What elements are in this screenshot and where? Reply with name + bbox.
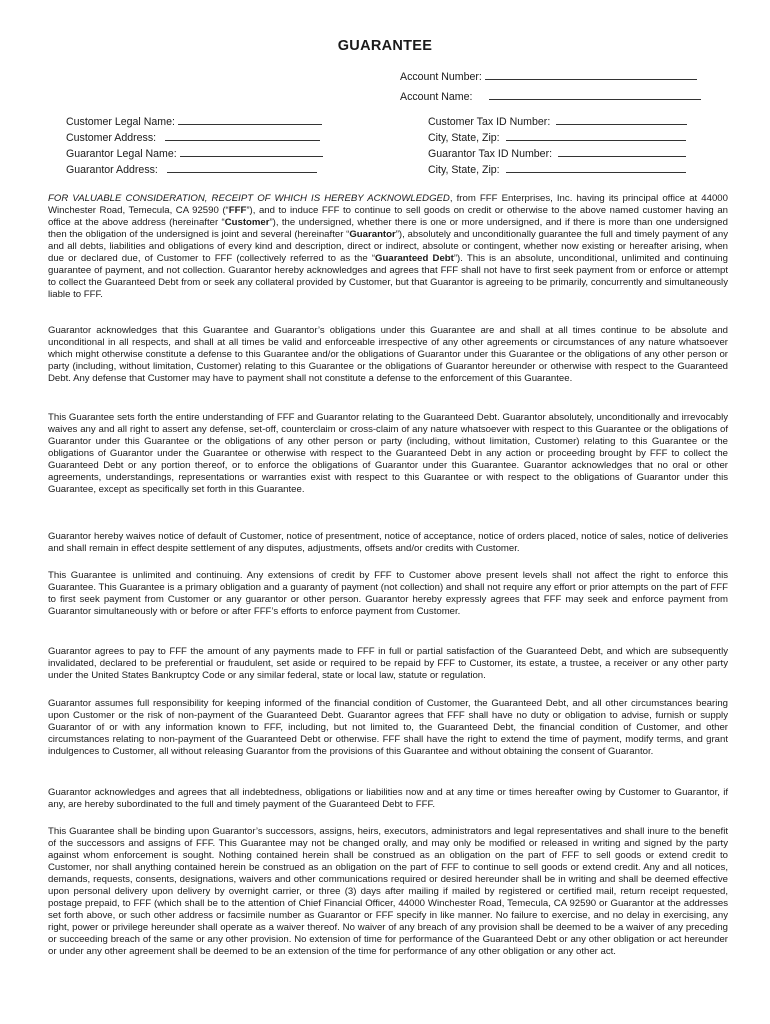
guarantor-address-field[interactable]	[66, 163, 317, 176]
guarantor-tax-id-field[interactable]	[428, 147, 686, 160]
customer-address-field[interactable]	[66, 131, 320, 144]
customer-tax-id-blank[interactable]	[556, 115, 687, 125]
term-fff: FFF	[228, 205, 247, 216]
subordination-paragraph: Guarantor acknowledges and agrees that all indebtedness, obligations or liabilities now and at any time or times hereafter owing by Customer to Guarantor, if any, are hereby subordinated to the full and timely payment of the Guaranteed Debt to FFF.	[48, 787, 728, 810]
document-title: GUARANTEE	[337, 38, 433, 54]
customer-legal-name-blank[interactable]	[178, 115, 322, 125]
consideration-paragraph	[48, 193, 728, 301]
guarantor-tax-id-blank[interactable]	[558, 147, 686, 157]
guarantor-city-state-zip-field[interactable]	[428, 163, 686, 176]
account-number-blank[interactable]	[485, 70, 697, 80]
customer-city-state-zip-label: City, State, Zip:	[428, 132, 500, 144]
unlimited-continuing-paragraph: This Guarantee is unlimited and continuing. Any extensions of credit by FFF to Customer above present levels shall not affect the right to enforce this Guarantee. This Guarantee is a primary obligation and a guaranty of payment (not collection) and shall not require any effort or prior attempts on the part of FFF to first seek payment from Customer or any guarantor or other person. Guarantor hereby expressly agrees that FFF may seek and enforce payment from Guarantor simultaneously with or before or after FFF’s efforts to enforce payment from Customer.	[48, 570, 728, 617]
absolute-obligation-paragraph: Guarantor acknowledges that this Guarantee and Guarantor’s obligations under this Guarantee are and shall at all times continue to be absolute and unconditional in all respects, and shall at all times be valid and enforceable irrespective of any other agreements or circumstances of any nature whatsoever which might otherwise constitute a defense to this Guarantee and/or the obligations of Guarantor under this Guarantee or the obligations of any other person or party (including, without limitation, Customer) relating to this Guarantee or the obligations of Guarantor hereunder or otherwise with respect to the Guaranteed Debt. Any defense that Customer may have to payment shall not constitute a defense to the enforcement of this Guarantee.	[48, 325, 728, 384]
customer-address-label: Customer Address:	[66, 132, 157, 144]
guarantor-address-blank[interactable]	[167, 163, 317, 173]
customer-city-state-zip-blank[interactable]	[506, 131, 686, 141]
customer-tax-id-field[interactable]	[428, 115, 687, 128]
consideration-intro: FOR VALUABLE CONSIDERATION, RECEIPT OF WHICH IS HEREBY ACKNOWLEDGED	[48, 193, 450, 204]
waiver-of-notice-paragraph: Guarantor hereby waives notice of default of Customer, notice of presentment, notice of acceptance, notice of orders placed, notice of sales, notice of deliveries and shall remain in effect despite settlement of any disputes, adjustments, offsets and/or credits with Customer.	[48, 531, 728, 554]
consideration-text-a: , from FFF Enterprises, Inc. having its principal office at 44000 Winchester Road, Temecula, CA 92590 (“	[48, 193, 728, 216]
account-name-field[interactable]	[400, 90, 701, 103]
account-number-label: Account Number:	[400, 71, 482, 83]
customer-legal-name-field[interactable]	[66, 115, 322, 128]
binding-effect-paragraph: This Guarantee shall be binding upon Guarantor’s successors, assigns, heirs, executors, administrators and legal representatives and shall inure to the benefit of the successors and assigns of FFF. This Guarantee may not be changed orally, and may only be modified or released in writing and signed by the party against whom enforcement is sought. Nothing contained herein shall be construed as an obligation on the part of FFF to sell goods or extend credit to Customer, nor shall anything contained herein be construed as an obligation on the part of FFF to continue to sell goods or extend credit. Any and all notices, demands, requests, consents, designations, waivers and other communications required or desired hereunder shall be in writing and shall be deemed effective upon personal delivery upon delivery by overnight carrier, or three (3) days after mailing if mailed by registered or certified mail, return receipt requested, postage prepaid, to FFF (which shall be to the attention of Chief Financial Officer, 44000 Winchester Road, Temecula, CA 92590 or Guarantor at the addresses set forth above, or such other address or facsimile number as Guarantor or FFF specify in like manner. No failure to exercise, and no delay in exercising, any right, power or privilege hereunder shall operate as a waiver thereof. No waiver of any breach of any provision shall be deemed to be a waiver of any preceding or succeeding breach of the same or any other provision. No extension of time for performance of the Guaranteed Debt or any other obligation or act hereunder or under any other agreement shall be deemed to be an extension of the time for performance of any other obligation or any other act.	[48, 826, 728, 957]
guarantor-city-state-zip-blank[interactable]	[506, 163, 686, 173]
customer-legal-name-label: Customer Legal Name:	[66, 116, 175, 128]
account-name-label: Account Name:	[400, 91, 473, 103]
consideration-text-d: ”), absolutely and unconditionally guarantee the full and timely payment of any and all debts, liabilities and obligations of every kind and description, direct or indirect, absolute or contingent, whether now existing or hereafter arising, when due or declared due, of Customer to FFF (collectively referred to as the “	[48, 229, 728, 264]
guarantor-city-state-zip-label: City, State, Zip:	[428, 164, 500, 176]
entire-understanding-paragraph: This Guarantee sets forth the entire understanding of FFF and Guarantor relating to the Guaranteed Debt. Guarantor absolutely, unconditionally and irrevocably waives any and all right to assert any defense, set-off, counterclaim or cross-claim of any nature whatsoever with respect to this Guarantee or the obligations of Guarantor under this Guarantee or the obligations of any other person or party (including, without limitation, Customer) relating to this Guarantee or the obligations of Guarantor under the Guarantee or otherwise with respect to the Guaranteed Debt in any action or proceeding brought by FFF to collect the Guaranteed Debt or any portion thereof, or to enforce the obligations of Guarantor under this Guarantee. Guarantor acknowledges that no oral or other agreements, understandings, representations or warranties exist with respect to this Guarantee or with respect to the obligations of Guarantor under this Guarantee, except as specifically set forth in this Guarantee.	[48, 412, 728, 495]
account-number-field[interactable]	[400, 70, 697, 83]
term-guarantor: Guarantor	[349, 229, 396, 240]
guarantor-legal-name-field[interactable]	[66, 147, 323, 160]
guarantor-legal-name-label: Guarantor Legal Name:	[66, 148, 177, 160]
financial-condition-paragraph: Guarantor assumes full responsibility for keeping informed of the financial condition of Customer, the Guaranteed Debt, and all other circumstances bearing upon Customer or the risk of non-payment of the Guaranteed Debt. Guarantor agrees that FFF shall have no duty or obligation to advise, furnish or supply Guarantor of or with any information known to FFF, including, but not limited to, the Guaranteed Debt, the financial condition of Customer, and other circumstances relating to non-payment of the Guaranteed Debt or otherwise. FFF shall have the right to extend the time of payment, modify terms, and grant indulgences to Customer, all without releasing Guarantor from the provisions of this Guarantee and without obtaining the consent of Guarantor.	[48, 698, 728, 757]
term-guaranteed-debt: Guaranteed Debt	[375, 253, 454, 264]
customer-city-state-zip-field[interactable]	[428, 131, 686, 144]
guarantor-tax-id-label: Guarantor Tax ID Number:	[428, 148, 553, 160]
guarantor-address-label: Guarantor Address:	[66, 164, 158, 176]
consideration-text-e: ”). This is an absolute, unconditional, unlimited and continuing guarantee of payment, and not collection. Guarantor hereby acknowledges and agrees that FFF shall not have to first seek payment from or enforce or attempt to collect the Guaranteed Debt from or seek any collateral provided by Customer, but that Guarantor is agreeing to be primarily, concurrently and simultaneously liable to FFF.	[48, 253, 728, 300]
term-customer: Customer	[224, 217, 270, 228]
consideration-text-c: ”), the undersigned, whether there is one or more undersigned, and if there is more than one undersigned then the obligation of the undersigned is joint and several (hereinafter “	[48, 217, 728, 240]
consideration-text-b: ”), and to induce FFF to continue to sell goods on credit or otherwise to the above named customer having an office at the above address (hereinafter “	[48, 205, 728, 228]
repayment-paragraph: Guarantor agrees to pay to FFF the amount of any payments made to FFF in full or partial satisfaction of the Guaranteed Debt, and which are subsequently invalidated, declared to be preferential or fraudulent, set aside or required to be repaid by FFF to Customer, its estate, a trustee, a receiver or any other party under the United States Bankruptcy Code or any similar federal, state or local law, statute or regulation.	[48, 646, 728, 681]
account-name-blank[interactable]	[489, 90, 701, 100]
customer-tax-id-label: Customer Tax ID Number:	[428, 116, 551, 128]
guarantor-legal-name-blank[interactable]	[180, 147, 323, 157]
customer-address-blank[interactable]	[165, 131, 320, 141]
